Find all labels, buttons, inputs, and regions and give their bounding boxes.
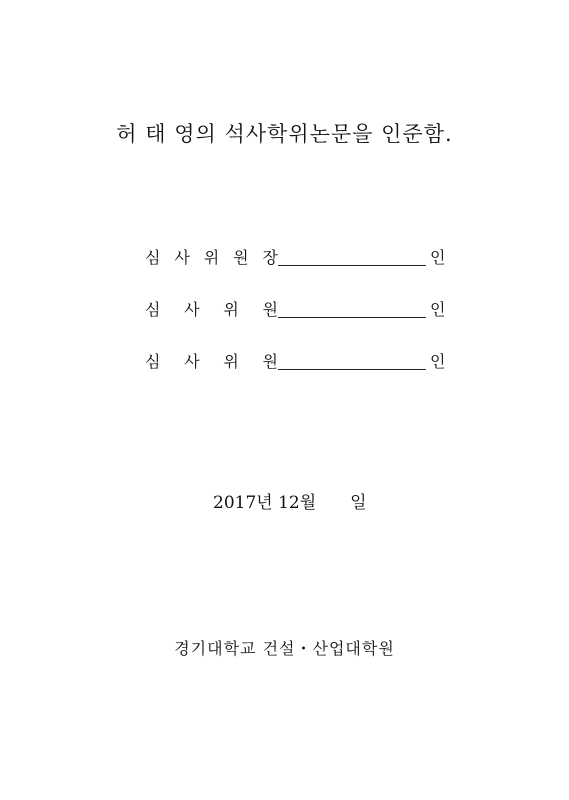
seal-mark: 인 <box>430 352 446 371</box>
seal-mark: 인 <box>430 300 446 319</box>
date-month: 12월 <box>278 493 317 513</box>
seal-mark: 인 <box>430 248 446 267</box>
approval-date <box>213 488 367 513</box>
label-char: 원 <box>233 248 249 267</box>
label-char: 심 <box>145 300 161 319</box>
label-char: 원 <box>262 300 278 319</box>
label-char: 사 <box>184 352 200 371</box>
signature-row-chair <box>145 242 445 268</box>
label-char: 사 <box>184 300 200 319</box>
school-name: 경기대학교 건설・산업대학원 <box>174 639 395 658</box>
label-char: 심 <box>145 248 161 267</box>
label-char: 심 <box>145 352 161 371</box>
label-char: 위 <box>203 248 220 267</box>
approval-title: 허 태 영의 석사학위논문을 인준함. <box>116 122 453 146</box>
signature-label <box>145 352 278 372</box>
date-year: 2017년 <box>213 493 273 513</box>
label-char: 사 <box>174 248 190 267</box>
signature-line <box>278 369 426 370</box>
label-char: 원 <box>262 352 278 371</box>
label-char: 장 <box>262 248 278 267</box>
label-char: 위 <box>223 352 239 371</box>
signature-line <box>278 317 426 318</box>
date-day: 일 <box>350 493 367 513</box>
signature-label <box>145 248 278 268</box>
signature-line <box>278 265 426 266</box>
signature-row-member-2 <box>145 346 445 372</box>
signature-label <box>145 300 278 320</box>
signature-row-member-1 <box>145 294 445 320</box>
label-char: 위 <box>223 300 239 319</box>
